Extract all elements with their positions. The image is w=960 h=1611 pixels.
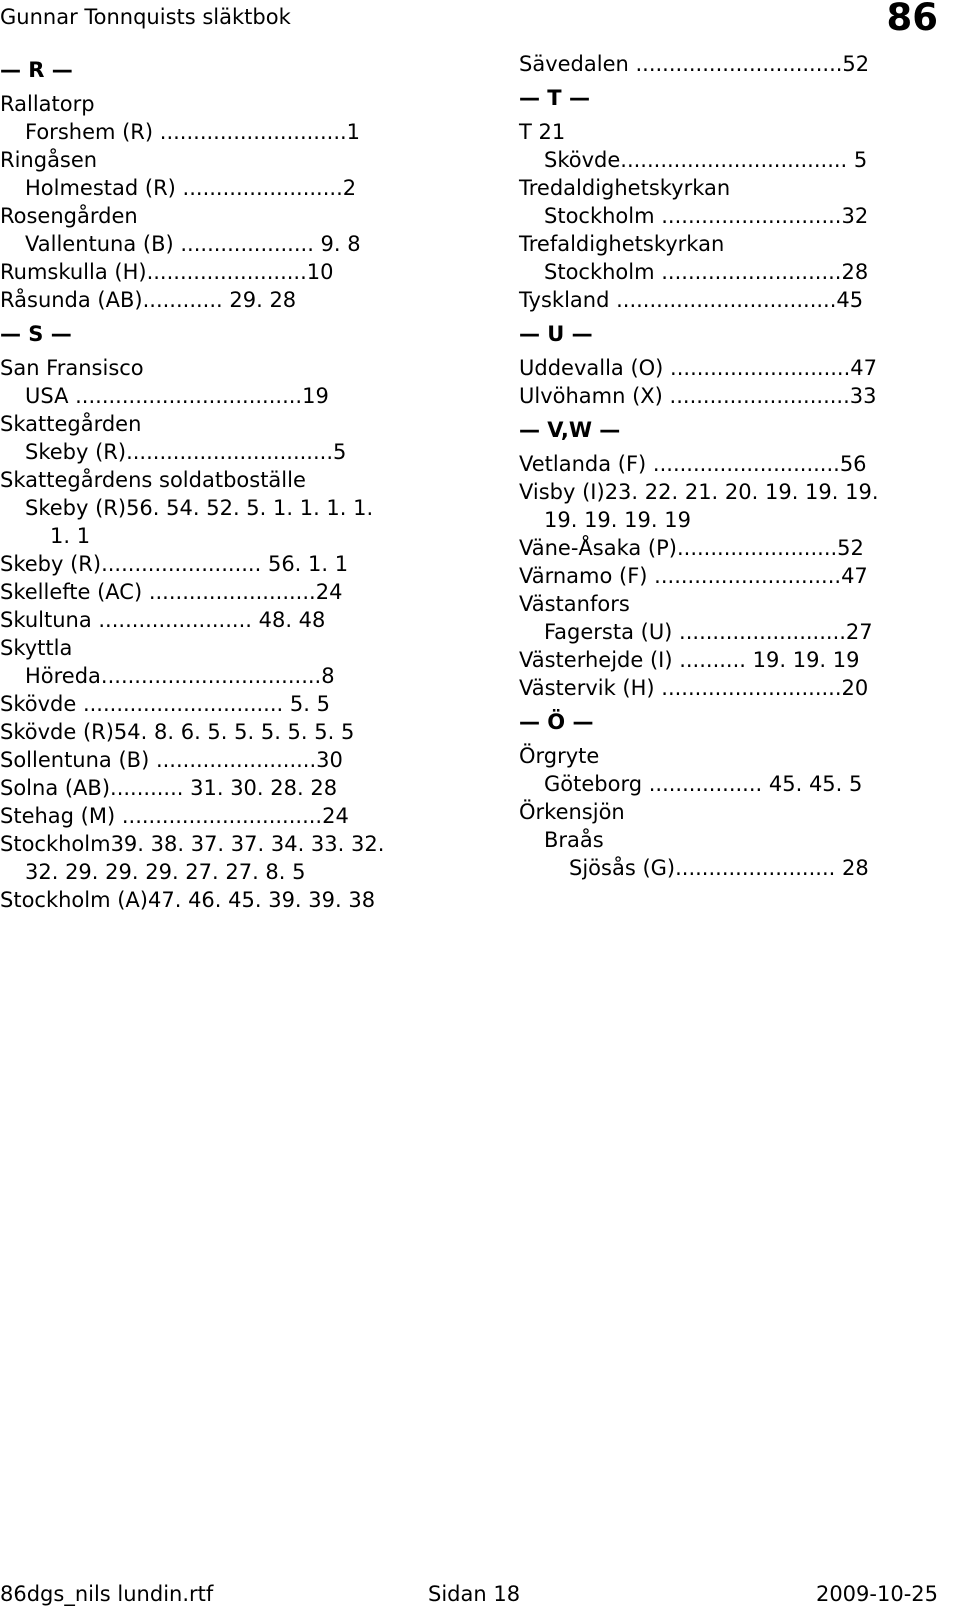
- index-entry: Ulvöhamn (X) ...........................33: [519, 384, 877, 408]
- index-subentry: Holmestad (R) ........................2: [25, 176, 357, 200]
- section-letter-heading: — R —: [0, 58, 73, 82]
- index-entry: Skattegården: [0, 412, 142, 436]
- index-subentry: Skövde.................................. 5: [544, 148, 868, 172]
- index-entry: Rumskulla (H)........................10: [0, 260, 334, 284]
- index-entry: Värnamo (F) ............................47: [519, 564, 868, 588]
- index-subentry: Sjösås (G)........................ 28: [569, 856, 869, 880]
- index-subentry: Stockholm ...........................32: [544, 204, 869, 228]
- index-subentry: 19. 19. 19. 19: [544, 508, 691, 532]
- section-letter-heading: — T —: [519, 86, 590, 110]
- index-subentry: Fagersta (U) .........................27: [544, 620, 873, 644]
- index-entry: T 21: [519, 120, 566, 144]
- index-subentry: 1. 1: [50, 524, 91, 548]
- index-entry: Västervik (H) ...........................20: [519, 676, 869, 700]
- index-entry: Stockholm (A)47. 46. 45. 39. 39. 38: [0, 888, 376, 912]
- index-subentry: Skeby (R)...............................5: [25, 440, 347, 464]
- index-entry: Skövde (R)54. 8. 6. 5. 5. 5. 5. 5. 5: [0, 720, 355, 744]
- index-entry: Stockholm39. 38. 37. 37. 34. 33. 32.: [0, 832, 385, 856]
- index-entry: Ringåsen: [0, 148, 98, 172]
- section-letter-heading: — U —: [519, 322, 593, 346]
- index-entry: Trefaldighetskyrkan: [519, 232, 725, 256]
- index-subentry: Forshem (R) ............................1: [25, 120, 361, 144]
- index-subentry: 32. 29. 29. 29. 27. 27. 8. 5: [25, 860, 306, 884]
- index-entry: Solna (AB)........... 31. 30. 28. 28: [0, 776, 338, 800]
- index-entry: Sävedalen ...............................52: [519, 52, 870, 76]
- index-subentry: Höreda.................................8: [25, 664, 335, 688]
- index-column-left: [0, 50, 470, 914]
- footer-page-label: Sidan 18: [428, 1582, 521, 1606]
- footer-filename: 86dgs_nils lundin.rtf: [0, 1582, 214, 1606]
- index-entry: Rosengården: [0, 204, 138, 228]
- index-entry: Stehag (M) ..............................24: [0, 804, 349, 828]
- index-entry: Skultuna ....................... 48. 48: [0, 608, 326, 632]
- index-entry: Sollentuna (B) ........................30: [0, 748, 343, 772]
- index-subentry: Vallentuna (B) .................... 9. 8: [25, 232, 361, 256]
- section-letter-heading: — V,W —: [519, 418, 621, 442]
- index-entry: Västerhejde (I) .......... 19. 19. 19: [519, 648, 860, 672]
- index-subentry: Skeby (R)56. 54. 52. 5. 1. 1. 1. 1.: [25, 496, 374, 520]
- index-subentry: USA ..................................19: [25, 384, 329, 408]
- index-entry: Väne-Åsaka (P)........................52: [519, 536, 864, 560]
- index-entry: Örgryte: [519, 744, 600, 768]
- index-entry: Skellefte (AC) .........................24: [0, 580, 343, 604]
- index-entry: Västanfors: [519, 592, 630, 616]
- index-entry: Visby (I)23. 22. 21. 20. 19. 19. 19.: [519, 480, 879, 504]
- page-number: 86: [886, 0, 938, 39]
- index-subentry: Stockholm ...........................28: [544, 260, 869, 284]
- footer-date: 2009-10-25: [815, 1582, 938, 1606]
- section-letter-heading: — S —: [0, 322, 72, 346]
- index-entry: Vetlanda (F) ............................56: [519, 452, 867, 476]
- page-header: [0, 0, 960, 40]
- index-entry: Råsunda (AB)............ 29. 28: [0, 288, 297, 312]
- index-entry: San Fransisco: [0, 356, 144, 380]
- document-title: Gunnar Tonnquists släktbok: [0, 5, 291, 29]
- index-entry: Örkensjön: [519, 800, 625, 824]
- index-entry: Rallatorp: [0, 92, 95, 116]
- index-entry: Skeby (R)........................ 56. 1. 1: [0, 552, 349, 576]
- index-entry: Uddevalla (O) ...........................47: [519, 356, 878, 380]
- section-letter-heading: — Ö —: [519, 710, 594, 734]
- index-column-right: [519, 50, 949, 882]
- index-entry: Skattegårdens soldatboställe: [0, 468, 306, 492]
- index-entry: Skyttla: [0, 636, 73, 660]
- index-entry: Tyskland .................................45: [519, 288, 864, 312]
- index-subentry: Braås: [544, 828, 604, 852]
- index-entry: Skövde .............................. 5. 5: [0, 692, 330, 716]
- index-subentry: Göteborg ................. 45. 45. 5: [544, 772, 863, 796]
- index-entry: Tredaldighetskyrkan: [519, 176, 731, 200]
